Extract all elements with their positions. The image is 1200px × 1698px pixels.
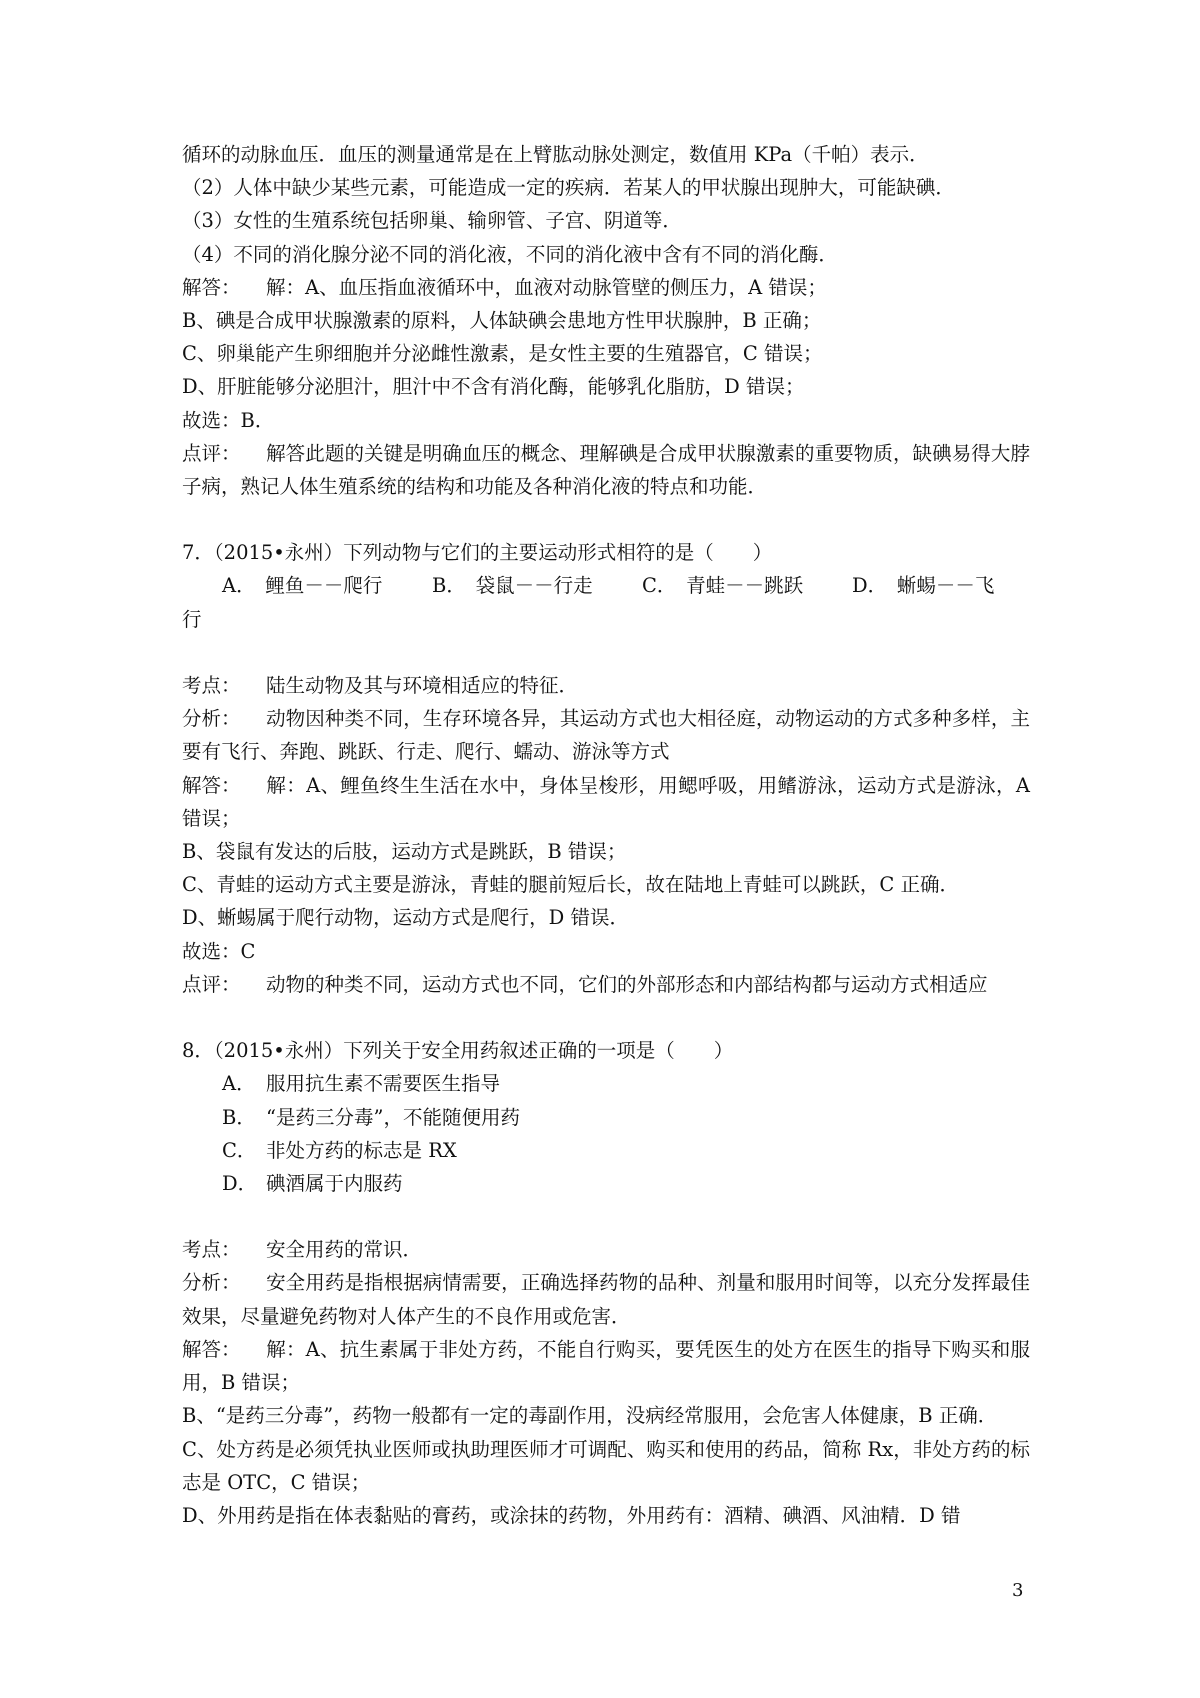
text-line: B、袋鼠有发达的后肢，运动方式是跳跃，B 错误； [182,840,627,864]
text-line: （3）女性的生殖系统包括卵巢、输卵管、子宫、阴道等． [182,209,682,233]
spacer [182,503,1030,536]
question-7-stem: 7．（2015•永州）下列动物与它们的主要运动形式相符的是（ ） [182,541,773,565]
text-paragraph: C、处方药是必须凭执业医师或执助理医师才可调配、购买和使用的药品，简称 Rx，非处方药的标志是 OTC，C 错误； [182,1437,1030,1494]
comment-label: 点评： [182,972,241,996]
analysis-label: 分析： [182,1271,241,1295]
analysis-text: 安全用药是指根据病情需要，正确选择药物的品种、剂量和服用时间等，以充分发挥最佳效果，尽量避免药物对人体产生的不良作用或危害． [182,1271,1030,1328]
comment-paragraph [182,968,1030,1001]
kaodian-text: 陆生动物及其与环境相适应的特征． [266,674,579,698]
text-line: C、青蛙的运动方式主要是游泳，青蛙的腿前短后长，故在陆地上青蛙可以跳跃，C 正确． [182,873,960,897]
analysis-text: 动物因种类不同，生存环境各异，其运动方式也大相径庭，动物运动的方式多种多样，主要有飞行、奔跑、跳跃、行走、爬行、蠕动、游泳等方式 [182,707,1030,764]
text-line: 循环的动脉血压．血压的测量通常是在上臂肱动脉处测定，数值用 KPa（千帕）表示． [182,143,929,166]
option-d-continuation: 行 [182,607,202,631]
text-line: （4）不同的消化腺分泌不同的消化液，不同的消化液中含有不同的消化酶． [182,242,838,266]
kaodian-line [182,669,1030,702]
answer-line [182,271,1030,304]
question-8-stem: 8．（2015•永州）下列关于安全用药叙述正确的一项是（ ） [182,1039,734,1063]
option-d [182,1167,1030,1200]
document-page [182,138,1030,1532]
analysis-paragraph [182,1266,1030,1332]
spacer [182,1001,1030,1034]
choice-line: 故选：B． [182,408,275,432]
option-a [182,1067,1030,1100]
option-letter: C． [222,1138,257,1162]
question-7-options [182,569,1030,602]
text-line: D、外用药是指在体表黏贴的膏药，或涂抹的药物，外用药有：酒精、碘酒、风油精．D 错 [182,1503,961,1527]
answer-label: 解答： [182,275,241,299]
analysis-paragraph [182,702,1030,768]
comment-text: 解答此题的关键是明确血压的概念、理解碘是合成甲状腺激素的重要物质，缺碘易得大脖子病，熟记人体生殖系统的结构和功能及各种消化液的特点和功能． [182,441,1030,498]
question-8-options [182,1067,1030,1200]
kaodian-label: 考点： [182,674,241,698]
text-line: D、蜥蜴属于爬行动物，运动方式是爬行，D 错误． [182,906,629,930]
spacer [182,636,1030,669]
kaodian-text: 安全用药的常识． [266,1238,423,1262]
option-d: D． 蜥蜴－－飞 [852,574,995,598]
answer-text: 解：A、血压指血液循环中，血液对动脉管壁的侧压力，A 错误； [266,275,827,299]
option-b: B． 袋鼠－－行走 [432,574,593,598]
text-line: C、卵巢能产生卵细胞并分泌雌性激素，是女性主要的生殖器官，C 错误； [182,342,823,366]
text-line: D、肝脏能够分泌胆汁，胆汁中不含有消化酶，能够乳化脂肪，D 错误； [182,375,805,399]
answer-paragraph [182,769,1030,835]
page-number: 3 [1012,1580,1024,1601]
option-letter: A． [222,1072,256,1096]
comment-paragraph [182,437,1030,503]
text-paragraph: B、“是药三分毒”，药物一般都有一定的毒副作用，没病经常服用，会危害人体健康，B 正确． [182,1404,998,1428]
option-text: 非处方药的标志是 RX [266,1138,457,1162]
option-text: 服用抗生素不需要医生指导 [266,1072,501,1096]
answer-label: 解答： [182,1337,241,1361]
answer-text: 解：A、鲤鱼终生生活在水中，身体呈梭形，用鳃呼吸，用鳍游泳，运动方式是游泳，A 错误； [182,773,1030,830]
option-letter: D． [222,1171,258,1195]
option-c [182,1134,1030,1167]
answer-label: 解答： [182,773,241,797]
answer-text: 解：A、抗生素属于非处方药，不能自行购买，要凭医生的处方在医生的指导下购买和服用，B 错误； [182,1337,1030,1395]
option-letter: B． [222,1105,256,1129]
comment-label: 点评： [182,441,241,465]
kaodian-line [182,1233,1030,1266]
kaodian-label: 考点： [182,1238,241,1262]
option-text: 碘酒属于内服药 [266,1171,403,1195]
option-c: C． 青蛙－－跳跃 [642,574,804,598]
text-line: （2）人体中缺少某些元素，可能造成一定的疾病．若某人的甲状腺出现肿大，可能缺碘． [182,176,955,200]
option-text: “是药三分毒”，不能随便用药 [266,1105,520,1129]
comment-text: 动物的种类不同，运动方式也不同，它们的外部形态和内部结构都与运动方式相适应 [266,972,988,996]
option-b [182,1101,1030,1134]
spacer [182,1200,1030,1233]
answer-paragraph [182,1333,1030,1399]
analysis-label: 分析： [182,707,241,731]
text-line: B、碘是合成甲状腺激素的原料，人体缺碘会患地方性甲状腺肿，B 正确； [182,308,822,332]
choice-line: 故选：C [182,939,256,963]
option-a: A． 鲤鱼－－爬行 [222,574,383,598]
